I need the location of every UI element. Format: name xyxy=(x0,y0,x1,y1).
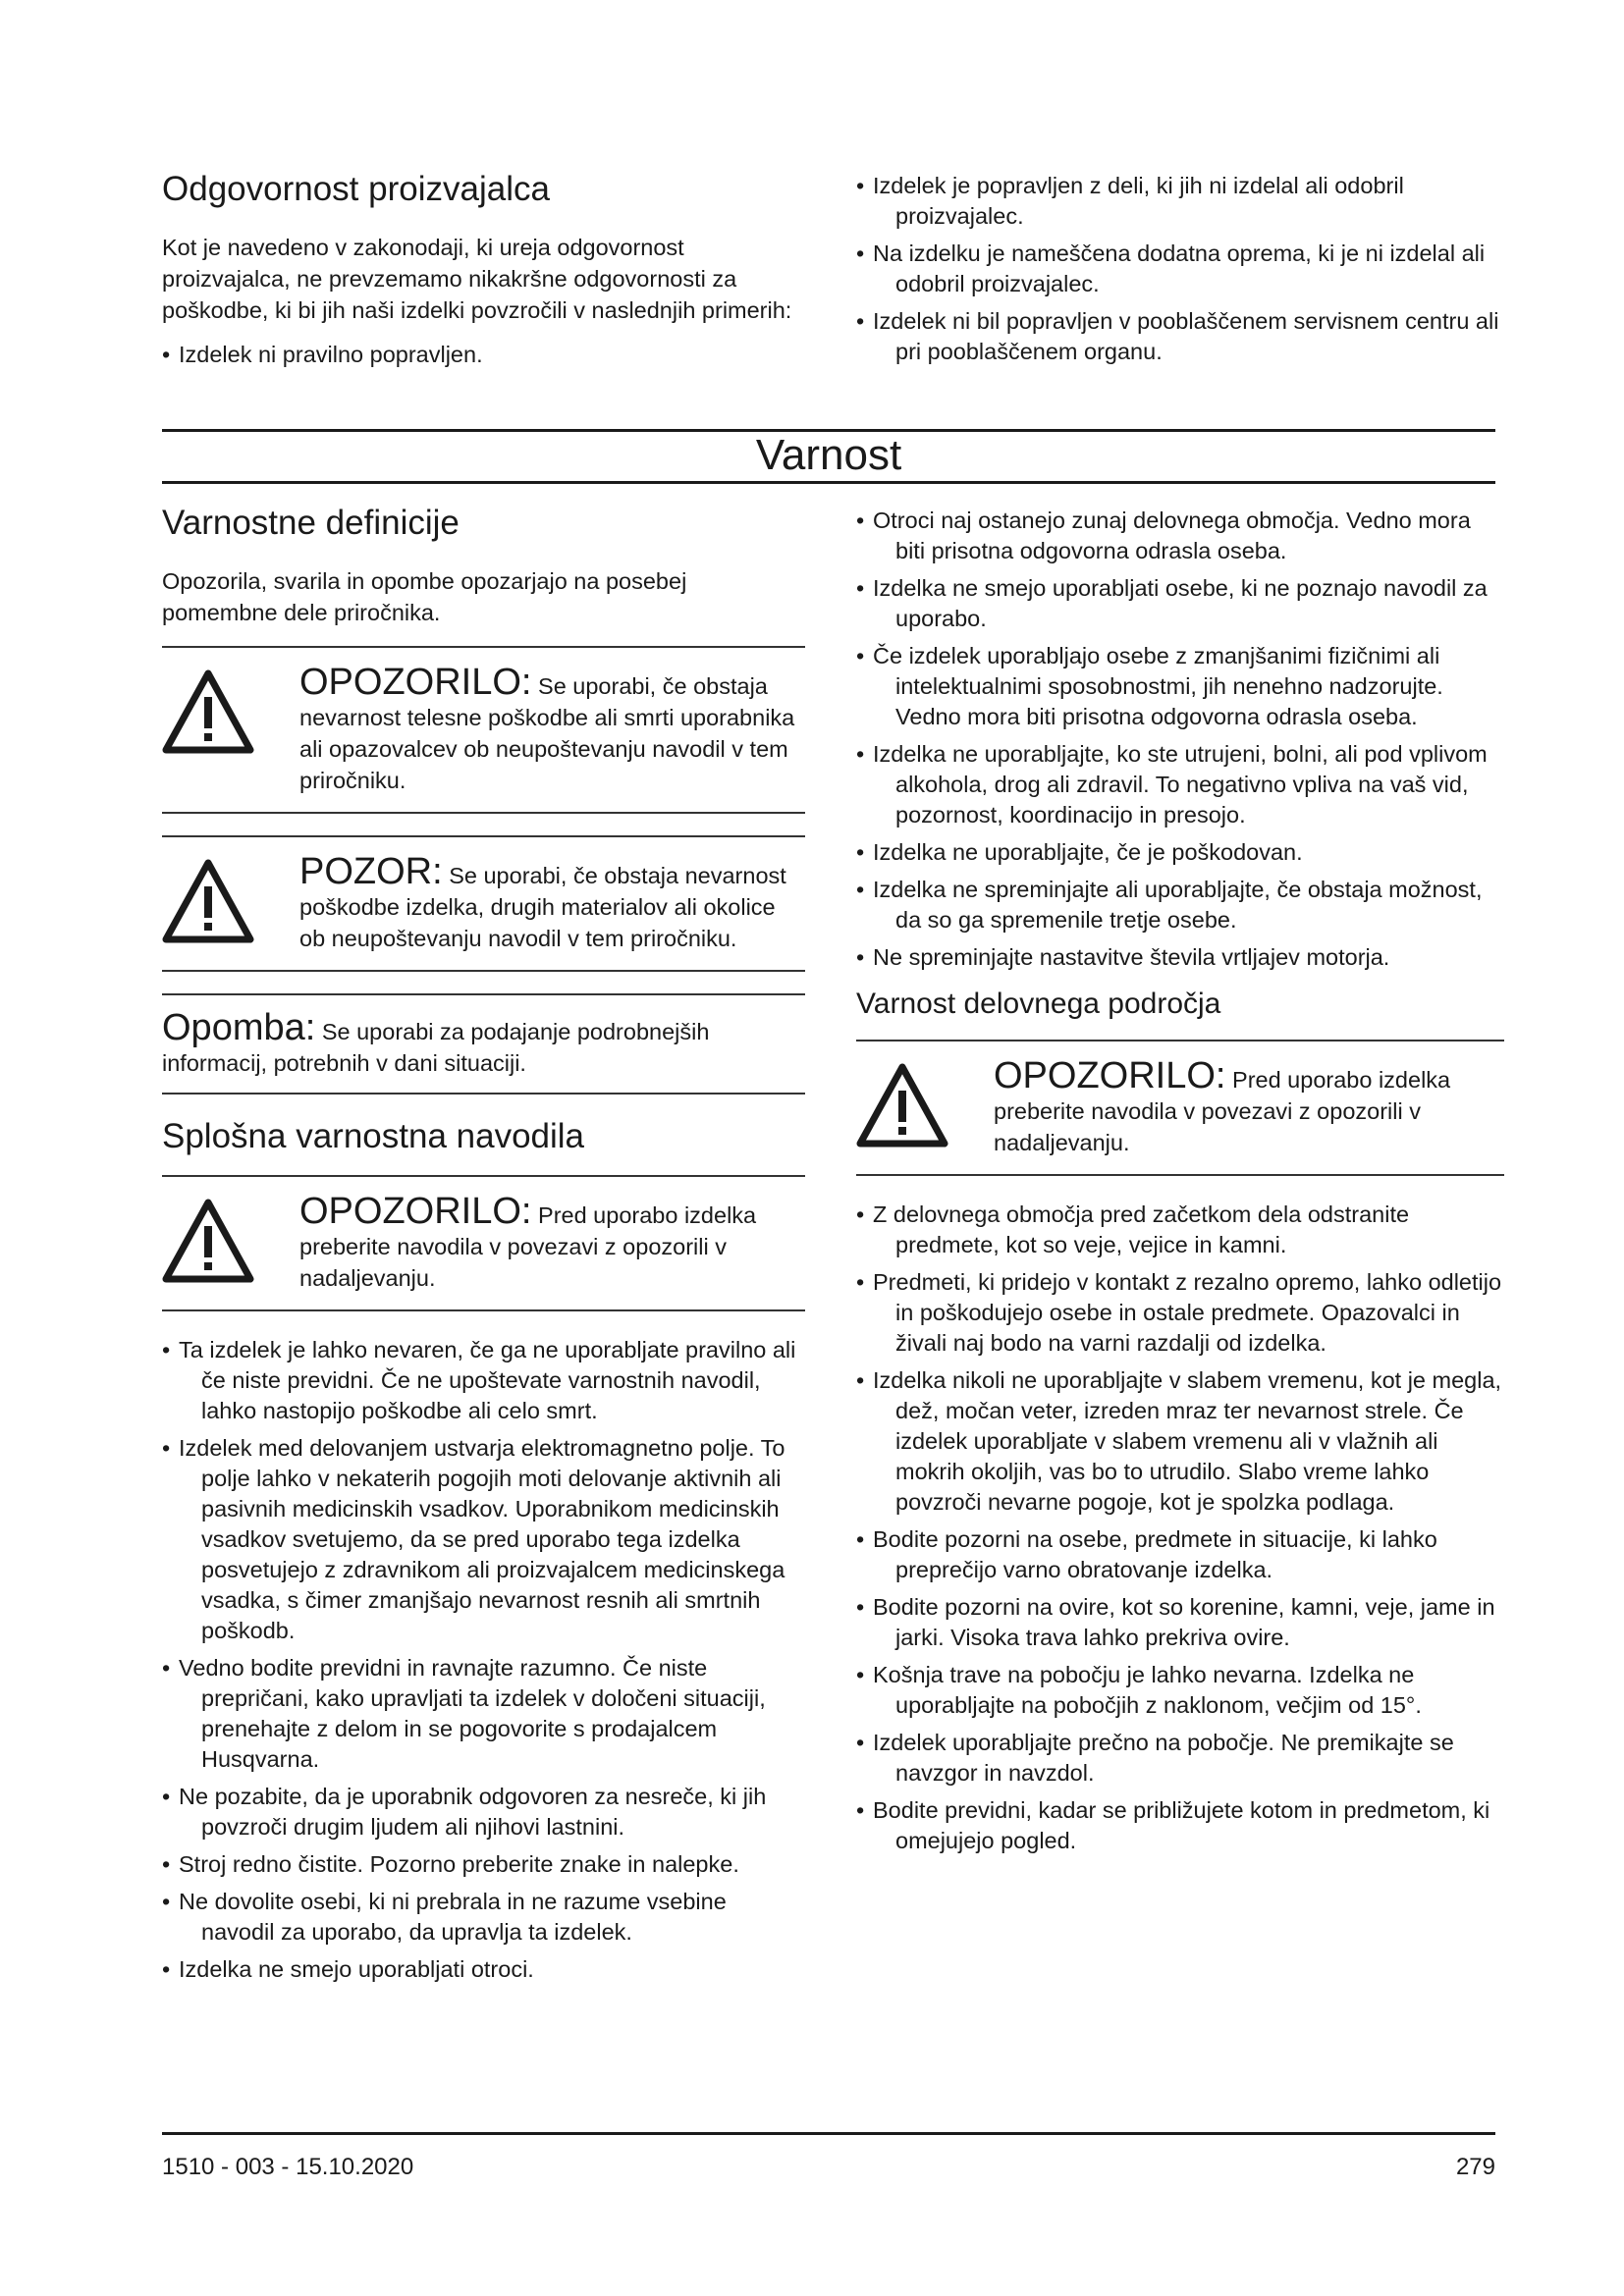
note-definition-text: Se uporabi za podajanje podrobnejših informacij, potrebnih v dani situaciji. xyxy=(162,1019,710,1076)
list-item: • Izdelek med delovanjem ustvarja elektromagnetno polje. To polje lahko v nekaterih pogojih moti delovanje aktivnih ali pasivnih medicinskih vsadkov. Uporabnikom medicinskih vsadkov svetujemo, da se pred uporabo tega izdelka posvetujejo z zdravnikom ali proizvajalcem medicinskega vsadka, s čimer zmanjšajo nevarnost resnih ali smrtnih poškodb. xyxy=(162,1433,805,1646)
general-safety-warning-text: Pred uporabo izdelka preberite navodila v povezavi z opozorili v nadaljevanju. xyxy=(299,1202,757,1291)
list-item: • Ne dovolite osebi, ki ni prebrala in ne razume vsebine navodil za uporabo, da upravlja ta izdelek. xyxy=(162,1887,805,1948)
list-item: • Predmeti, ki pridejo v kontakt z rezalno opremo, lahko odletijo in poškodujejo osebe in ostale predmete. Opazovalci in živali naj bodo na varni razdalji od izdelka. xyxy=(856,1267,1504,1359)
warning-triangle-icon xyxy=(162,853,299,948)
list-item: • Izdelka ne smejo uporabljati otroci. xyxy=(162,1954,805,1985)
work-area-warning-text: Pred uporabo izdelka preberite navodila v povezavi z opozorili v nadaljevanju. xyxy=(994,1067,1451,1155)
liability-right-column xyxy=(856,171,1504,374)
page-number: 279 xyxy=(1455,2154,1495,2180)
list-item: • Ne spreminjajte nastavitve števila vrtljajev motorja. xyxy=(856,942,1504,973)
liability-intro: Kot je navedeno v zakonodaji, ki ureja odgovornost proizvajalca, ne prevzemamo nikakršne odgovornosti za poškodbe, ki bi jih naši izdelki povzročili v naslednjih primerih: xyxy=(162,235,792,323)
safety-definitions-intro: Opozorila, svarila in opombe opozarjajo na posebej pomembne dele priročnika. xyxy=(162,568,687,625)
list-item: • Če izdelek uporabljajo osebe z zmanjšanimi fizičnimi ali intelektualnimi sposobnostmi, jih nenehno nadzorujte. Vedno mora biti prisotna odgovorna odrasla oseba. xyxy=(856,641,1504,732)
safety-right-column xyxy=(856,506,1504,1863)
note-definition-box xyxy=(162,993,805,1095)
list-item: • Bodite previdni, kadar se približujete kotom in predmetom, ki omejujejo pogled. xyxy=(856,1795,1504,1856)
liability-list-left xyxy=(162,340,805,370)
list-item: • Vedno bodite previdni in ravnajte razumno. Če niste prepričani, kako upravljati ta izdelek v določeni situaciji, prenehajte z delom in se pogovorite s prodajalcem Husqvarna. xyxy=(162,1653,805,1775)
list-item: • Bodite pozorni na osebe, predmete in situacije, ki lahko preprečijo varno obratovanje izdelka. xyxy=(856,1524,1504,1585)
list-item: • Izdelek uporabljajte prečno na pobočje. Ne premikajte se navzgor in navzdol. xyxy=(856,1728,1504,1789)
document-code: 1510 - 003 - 15.10.2020 xyxy=(162,2154,414,2180)
note-keyword: Opomba: xyxy=(162,1007,316,1048)
safety-left-column xyxy=(162,503,805,1992)
list-item: • Z delovnega območja pred začetkom dela odstranite predmete, kot so veje, vejice in kamni. xyxy=(856,1200,1504,1260)
general-safety-warning-box xyxy=(162,1175,805,1311)
warning-keyword: OPOZORILO: xyxy=(299,1191,532,1232)
warning-triangle-icon xyxy=(856,1057,994,1152)
list-item: • Ta izdelek je lahko nevaren, če ga ne uporabljate pravilno ali če niste previdni. Če ne upoštevate varnostnih navodil, lahko nastopijo poškodbe ali celo smrt. xyxy=(162,1335,805,1426)
list-item: • Na izdelku je nameščena dodatna oprema, ki je ni izdelal ali odobril proizvajalec. xyxy=(856,239,1504,299)
liability-heading: Odgovornost proizvajalca xyxy=(162,170,550,208)
list-item: • Bodite pozorni na ovire, kot so korenine, kamni, veje, jame in jarki. Visoka trava lahko prekriva ovire. xyxy=(856,1592,1504,1653)
general-safety-list-right xyxy=(856,506,1504,973)
caution-definition-text: Se uporabi, če obstaja nevarnost poškodbe izdelka, drugih materialov ali okolice ob neupoštevanju navodil v tem priročniku. xyxy=(299,863,786,951)
list-item: • Izdelka ne smejo uporabljati osebe, ki ne poznajo navodil za uporabo. xyxy=(856,573,1504,634)
warning-definition-box xyxy=(162,646,805,814)
list-item: • Izdelka ne uporabljajte, če je poškodovan. xyxy=(856,837,1504,868)
list-item: • Stroj redno čistite. Pozorno preberite znake in nalepke. xyxy=(162,1849,805,1880)
list-item: • Izdelka ne uporabljajte, ko ste utrujeni, bolni, ali pod vplivom alkohola, drog ali zdravil. To negativno vpliva na vaš vid, pozornost, koordinacijo in presojo. xyxy=(856,739,1504,830)
liability-list-right xyxy=(856,171,1504,367)
warning-triangle-icon xyxy=(162,1193,299,1288)
footer-rule xyxy=(162,2132,1495,2135)
general-safety-heading: Splošna varnostna navodila xyxy=(162,1117,585,1155)
caution-definition-box xyxy=(162,835,805,972)
list-item: • Izdelek ni bil popravljen v pooblaščenem servisnem centru ali pri pooblaščenem organu. xyxy=(856,306,1504,367)
chapter-rule-bottom xyxy=(162,481,1495,484)
list-item: • Otroci naj ostanejo zunaj delovnega območja. Vedno mora biti prisotna odgovorna odrasla oseba. xyxy=(856,506,1504,566)
warning-keyword: OPOZORILO: xyxy=(994,1055,1226,1096)
list-item: • Izdelek je popravljen z deli, ki jih ni izdelal ali odobril proizvajalec. xyxy=(856,171,1504,232)
list-item: • Ne pozabite, da je uporabnik odgovoren za nesreče, ki jih povzroči drugim ljudem ali njihovi lastnini. xyxy=(162,1782,805,1842)
list-item: • Izdelek ni pravilno popravljen. xyxy=(162,340,805,370)
caution-keyword: POZOR: xyxy=(299,851,443,892)
list-item: • Izdelka nikoli ne uporabljajte v slabem vremenu, kot je megla, dež, močan veter, izreden mraz ter nevarnost strele. Če izdelek uporabljate v slabem vremenu ali v vlažnih ali mokrih okoljih, vas bo to utrudilo. Slabo vreme lahko povzroči nevarne pogoje, kot je spolzka podlaga. xyxy=(856,1365,1504,1518)
general-safety-list-left xyxy=(162,1335,805,1985)
warning-triangle-icon xyxy=(162,664,299,759)
list-item: • Košnja trave na pobočju je lahko nevarna. Izdelka ne uporabljajte na pobočjih z naklonom, večjim od 15°. xyxy=(856,1660,1504,1721)
work-area-safety-heading: Varnost delovnega področja xyxy=(856,988,1221,1020)
warning-definition-text: Se uporabi, če obstaja nevarnost telesne poškodbe ali smrti uporabnika ali opazovalcev ob neupoštevanju navodil v tem priročniku. xyxy=(299,673,795,793)
list-item: • Izdelka ne spreminjajte ali uporabljajte, če obstaja možnost, da so ga spremenile tretje osebe. xyxy=(856,875,1504,935)
warning-keyword: OPOZORILO: xyxy=(299,662,532,703)
safety-definitions-heading: Varnostne definicije xyxy=(162,504,460,542)
chapter-title: Varnost xyxy=(755,431,902,479)
liability-left-column xyxy=(162,169,805,377)
work-area-safety-list xyxy=(856,1200,1504,1856)
work-area-warning-box xyxy=(856,1040,1504,1176)
